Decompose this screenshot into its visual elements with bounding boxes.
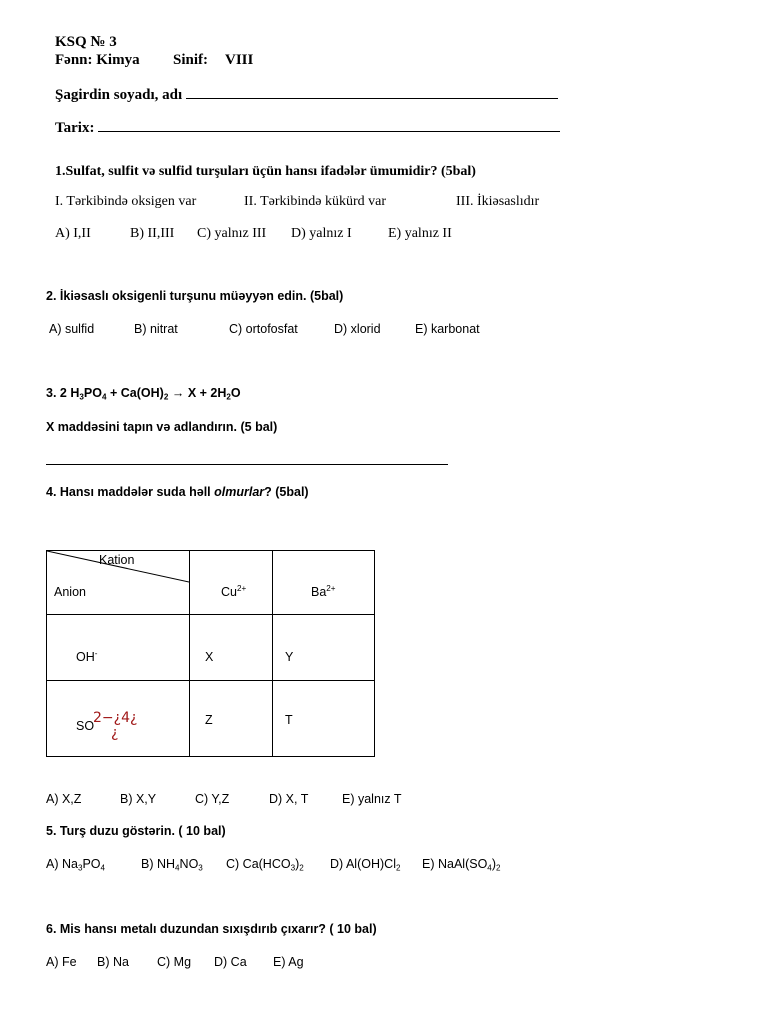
q3-r1-part-b: PO: [83, 386, 102, 400]
q5-a-part-1: A) Na: [46, 857, 78, 871]
q5-text: 5. Turş duzu göstərin. ( 10 bal): [46, 824, 226, 838]
q6-option-c[interactable]: C) Mg: [157, 955, 192, 969]
anion-oh-symbol: OH: [76, 650, 95, 664]
q4-option-b[interactable]: B) X,Y: [120, 792, 157, 806]
corner-kation-label: Kation: [99, 553, 135, 567]
q3-reactant-2: [121, 386, 169, 400]
q1-option-a[interactable]: A) I,II: [55, 226, 91, 241]
cell-z-label: Z: [205, 713, 213, 727]
anion-so4-garbled-charge: 2−¿4¿: [93, 710, 138, 726]
cation-ba: [311, 585, 336, 599]
cell-y: [273, 615, 375, 681]
q5-b-sub-2: 3: [198, 863, 203, 873]
q5-e-sub-2: 2: [495, 863, 501, 873]
q3-product-end: O: [230, 386, 241, 400]
q4-option-c[interactable]: C) Y,Z: [195, 792, 230, 806]
q2-option-d[interactable]: D) xlorid: [334, 322, 381, 336]
anion-cell-oh: [47, 615, 190, 681]
q4-option-d[interactable]: D) X, T: [269, 792, 309, 806]
cell-y-label: Y: [285, 650, 294, 664]
date-blank[interactable]: [98, 119, 560, 132]
q4-text: [46, 485, 309, 499]
anion-oh-charge: -: [94, 649, 98, 659]
q5-c-part-1: C) Ca(HCO: [226, 857, 291, 871]
q5-b-part-2: NO: [179, 857, 199, 871]
q5-option-e[interactable]: [422, 857, 501, 871]
q3-r1-part-a: H: [70, 386, 80, 400]
solubility-table: [46, 550, 375, 757]
student-name-blank[interactable]: [186, 86, 558, 99]
q5-c-part-2: ): [295, 857, 300, 871]
q6-option-d[interactable]: D) Ca: [214, 955, 247, 969]
student-name-row: [55, 86, 558, 104]
q1-statement-3: III. İkiəsaslıdır: [456, 194, 540, 209]
q3-answer-blank[interactable]: [46, 454, 448, 465]
q5-d-part-1: D) Al(OH)Cl: [330, 857, 396, 871]
q4-text-start: 4. Hansı maddələr suda həll: [46, 485, 215, 499]
table-header-row: [47, 551, 375, 615]
cation-cell-cu: [190, 551, 273, 615]
q2-text: 2. İkiəsaslı oksigenli turşunu müəyyən edin. (5bal): [46, 289, 344, 303]
q5-a-part-2: PO: [82, 857, 101, 871]
q5-b-part-1: B) NH: [141, 857, 176, 871]
q4-option-e[interactable]: E) yalnız T: [342, 792, 402, 806]
q1-statement-1: I. Tərkibində oksigen var: [55, 194, 197, 209]
q3-number: 3.: [46, 386, 57, 400]
q5-e-part-2: ): [491, 857, 496, 871]
q6-option-e[interactable]: E) Ag: [273, 955, 304, 969]
q5-e-sub-1: 4: [487, 863, 492, 873]
q3-reactant-1: [70, 386, 106, 400]
q3-r1-sub-1: 3: [79, 392, 84, 402]
q4-option-a[interactable]: A) X,Z: [46, 792, 82, 806]
cell-x: [190, 615, 273, 681]
cell-x-label: X: [205, 650, 214, 664]
q2-option-e[interactable]: E) karbonat: [415, 322, 480, 336]
cation-ba-symbol: Ba: [311, 585, 327, 599]
anion-so4-garbled-mark: ¿: [111, 725, 119, 741]
table-corner-cell: [47, 551, 190, 615]
q6-option-a[interactable]: A) Fe: [46, 955, 77, 969]
q5-option-b[interactable]: [141, 857, 203, 871]
q3-task: X maddəsini tapın və adlandırın. (5 bal): [46, 420, 278, 434]
cell-z: [190, 681, 273, 757]
q2-option-b[interactable]: B) nitrat: [134, 322, 178, 336]
q5-option-a[interactable]: [46, 857, 105, 871]
q1-text: 1.Sulfat, sulfit və sulfid turşuları üçün hansı ifadələr ümumidir? (5bal): [55, 164, 476, 179]
q2-option-a[interactable]: A) sulfid: [49, 322, 95, 336]
cation-cell-ba: [273, 551, 375, 615]
q5-c-sub-1: 3: [290, 863, 296, 873]
test-title: KSQ № 3: [55, 34, 117, 50]
corner-anion-label: Anion: [54, 585, 86, 599]
q3-r1-sub-2: 4: [101, 392, 107, 402]
date-row: [55, 119, 560, 137]
q1-option-d[interactable]: D) yalnız I: [291, 226, 352, 241]
q6-option-b[interactable]: B) Na: [97, 955, 129, 969]
q5-a-sub-1: 3: [77, 863, 83, 873]
q6-text: 6. Mis hansı metalı duzundan sıxışdırıb çıxarır? ( 10 bal): [46, 922, 377, 936]
q4-text-emphasis: olmurlar: [214, 485, 265, 499]
class-label: Sinif:: [173, 52, 209, 68]
q2-option-c[interactable]: C) ortofosfat: [229, 322, 298, 336]
q5-b-sub-1: 4: [175, 863, 180, 873]
q5-d-sub-1: 2: [395, 863, 401, 873]
q3-product-sub: 2: [226, 392, 231, 402]
q3-arrow: →: [171, 386, 185, 400]
subject-label: Fənn: Kimya: [55, 52, 140, 68]
cation-cu-charge: 2+: [236, 584, 247, 594]
q3-equation: [46, 386, 241, 400]
q5-option-d[interactable]: [330, 857, 400, 871]
q3-r2-sub: 2: [163, 392, 169, 402]
q1-option-c[interactable]: C) yalnız III: [197, 226, 267, 241]
table-row-so4: [47, 681, 375, 757]
cation-ba-charge: 2+: [326, 584, 336, 594]
student-name-label: Şagirdin soyadı, adı: [55, 87, 183, 103]
q4-text-end: ? (5bal): [264, 485, 309, 499]
q3-products: [188, 386, 241, 400]
q1-statement-2: II. Tərkibində kükürd var: [244, 194, 387, 209]
q3-r2-formula: Ca(OH): [120, 386, 164, 400]
class-value: VIII: [225, 52, 254, 68]
cation-cu-symbol: Cu: [221, 585, 237, 599]
q5-c-sub-2: 2: [299, 863, 304, 873]
date-label: Tarix:: [55, 120, 95, 136]
q1-option-e[interactable]: E) yalnız II: [388, 226, 452, 241]
q5-option-c[interactable]: [226, 857, 304, 871]
anion-so4-symbol: SO: [76, 719, 95, 733]
anion-oh: [76, 650, 97, 664]
cell-t: [273, 681, 375, 757]
q3-coefficient: 2: [59, 386, 67, 400]
anion-cell-so4: [47, 681, 190, 757]
cell-t-label: T: [285, 713, 293, 727]
q5-e-part-1: E) NaAl(SO: [422, 857, 488, 871]
q3-plus: +: [109, 386, 118, 400]
cation-cu: [221, 585, 246, 599]
q3-product-formula: X + 2H: [187, 386, 227, 400]
q5-a-sub-2: 4: [100, 863, 106, 873]
table-row-oh: [47, 615, 375, 681]
q1-option-b[interactable]: B) II,III: [130, 226, 175, 241]
